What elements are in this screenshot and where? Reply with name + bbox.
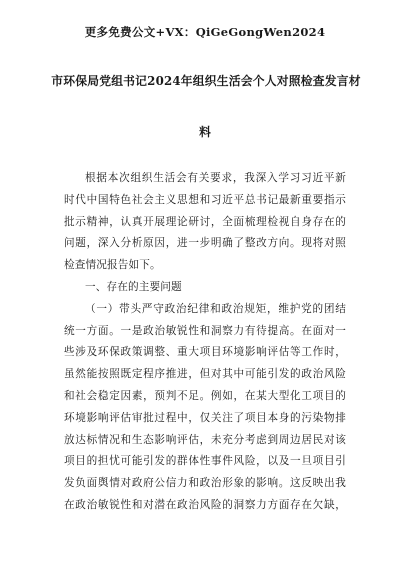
body-line: 统一方面。一是政治敏锐性和洞察力有待提高。在面对一: [64, 324, 346, 337]
body-line: 检查情况报告如下。: [64, 259, 161, 272]
document-title: 市环保局党组书记2024年组织生活会个人对照检查发言材: [51, 74, 361, 88]
body-line: 发负面舆情对政府公信力和政治形象的影响。这反映出我: [64, 477, 346, 490]
section-heading: 一、存在的主要问题: [85, 281, 182, 293]
body-line: 和社会稳定因素，预判不足。例如，在某大型化工项目的: [64, 390, 346, 402]
body-line: 放达标情况和生态影响评估，未充分考虑到周边居民对该: [64, 433, 346, 446]
body-line: （一）带头严守政治纪律和政治规矩，维护党的团结: [85, 302, 346, 315]
body-line: 项目的担忧可能引发的群体性事件风险，以及一旦项目引: [64, 455, 346, 468]
body-line: 根据本次组织生活会有关要求，我深入学习习近平新: [85, 172, 346, 184]
body-line: 批示精神，认真开展理论研讨，全面梳理检视自身存在的: [64, 215, 346, 228]
header-watermark: 更多免费公文+VX：QiGeGongWen2024: [84, 25, 326, 39]
body-line: 些涉及环保政策调整、重大项目环境影响评估等工作时，: [64, 346, 346, 359]
body-line: 环境影响评估审批过程中，仅关注了项目本身的污染物排: [64, 411, 346, 424]
body-line: 在政治敏锐性和对潜在政治风险的洞察力方面存在欠缺，: [64, 499, 346, 511]
document-title-continuation: 料: [199, 125, 211, 139]
body-line: 问题，深入分析原因，进一步明确了整改方向。现将对照: [64, 237, 346, 250]
body-line: 虽然能按照既定程序推进，但对其中可能引发的政治风险: [64, 368, 346, 381]
body-line: 时代中国特色社会主义思想和习近平总书记最新重要指示: [64, 193, 346, 206]
